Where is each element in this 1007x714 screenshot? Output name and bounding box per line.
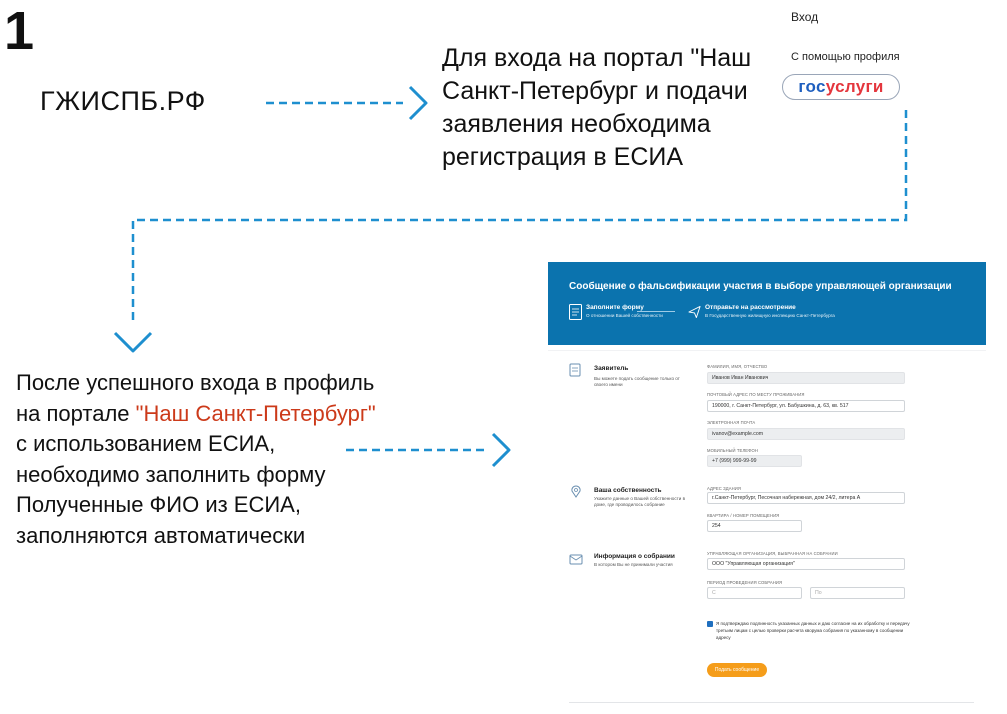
step2-sub: В Государственную жилищную инспекцию Санкт-Петербурга xyxy=(705,313,835,318)
gosuslugi-logo-part2: услуги xyxy=(825,77,884,96)
arrow-head-3 xyxy=(493,434,509,466)
site-name: ГЖИСПБ.РФ xyxy=(40,86,206,116)
info-line: Для входа на портал "Наш xyxy=(442,44,752,72)
property-desc: Укажите данные о Вашей собственности в доме, где проводилось собрание xyxy=(594,496,686,507)
apartment-label: КВАРТИРА / НОМЕР ПОМЕЩЕНИЯ xyxy=(707,513,780,518)
period-label: ПЕРИОД ПРОВЕДЕНИЯ СОБРАНИЯ xyxy=(707,580,783,585)
after-login-instructions xyxy=(16,368,376,551)
property-title: Ваша собственность xyxy=(594,487,662,494)
applicant-desc: Вы можете подать сообщение только от своего имени xyxy=(594,376,680,387)
applicant-title: Заявитель xyxy=(594,365,629,372)
address-field[interactable]: 190000, г. Санкт-Петербург, ул. Бабушкина, д. 63, кв. 517 xyxy=(707,400,905,412)
org-label: УПРАВЛЯЮЩАЯ ОРГАНИЗАЦИЯ, ВЫБРАННАЯ НА СОБРАНИИ xyxy=(707,551,838,556)
step-number: 1 xyxy=(4,1,35,61)
form-title: Сообщение о фальсификации участия в выборе управляющей организации xyxy=(569,281,952,292)
after-line: с использованием ЕСИА, xyxy=(16,431,276,456)
phone-label: МОБИЛЬНЫЙ ТЕЛЕФОН xyxy=(707,448,758,453)
info-line: регистрация в ЕСИА xyxy=(442,143,684,171)
profile-label: С помощью профиля xyxy=(791,51,900,63)
form-header xyxy=(548,262,986,345)
after-line xyxy=(16,399,376,430)
fio-field[interactable]: Иванов Иван Иванович xyxy=(707,372,905,384)
step1-name: Заполните форму xyxy=(586,304,644,311)
form-divider xyxy=(548,350,986,351)
email-label: ЭЛЕКТРОННАЯ ПОЧТА xyxy=(707,420,756,425)
registration-info xyxy=(442,42,751,174)
address-label: ПОЧТОВЫЙ АДРЕС ПО МЕСТУ ПРОЖИВАНИЯ xyxy=(707,392,805,397)
applicant-icon xyxy=(569,363,583,377)
period-to-field[interactable]: По xyxy=(810,587,905,599)
report-form xyxy=(548,262,986,706)
submit-button[interactable]: Подать сообщение xyxy=(707,663,767,677)
period-from-field[interactable]: С xyxy=(707,587,802,599)
phone-field[interactable]: +7 (999) 999-99-99 xyxy=(707,455,802,467)
after-line-prefix: на портале xyxy=(16,400,136,426)
apartment-field[interactable]: 254 xyxy=(707,520,802,532)
consent-checkbox[interactable] xyxy=(707,621,713,627)
info-line: заявления необходима xyxy=(442,110,711,138)
after-line: После успешного входа в профиль xyxy=(16,370,375,395)
arrow-head-1 xyxy=(410,87,426,119)
building-label: АДРЕС ЗДАНИЯ xyxy=(707,486,741,491)
document-icon xyxy=(569,304,582,320)
login-link[interactable]: Вход xyxy=(791,10,819,24)
meeting-desc: В котором Вы не принимали участия xyxy=(594,562,673,567)
meeting-title: Информация о собрании xyxy=(594,553,675,560)
step2-name: Отправьте на рассмотрение xyxy=(705,304,796,311)
building-field[interactable]: г.Санкт-Петербург, Песочная набережная, дом 24/2, литера А xyxy=(707,492,905,504)
after-line: заполняются автоматически xyxy=(16,522,306,548)
send-icon xyxy=(688,304,701,320)
gosuslugi-login-button[interactable] xyxy=(782,74,900,100)
fio-label: ФАМИЛИЯ, ИМЯ, ОТЧЕСТВО xyxy=(707,364,768,369)
portal-name-highlight: "Наш Санкт-Петербург" xyxy=(135,400,376,426)
info-line: Санкт-Петербург и подачи xyxy=(442,77,748,105)
arrow-head-2 xyxy=(115,333,151,351)
form-bottom-divider xyxy=(569,702,974,703)
after-line: необходимо заполнить форму xyxy=(16,461,326,487)
email-field[interactable]: ivanov@example.com xyxy=(707,428,905,440)
gosuslugi-logo-part1: гос xyxy=(798,77,826,96)
location-icon xyxy=(569,485,583,499)
step-connector xyxy=(637,311,675,312)
meeting-icon xyxy=(569,552,583,566)
org-field[interactable]: ООО "Управляющая организация" xyxy=(707,558,905,570)
after-line: Полученные ФИО из ЕСИА, xyxy=(16,492,301,517)
step1-sub: О отношении Вашей собственности xyxy=(586,313,663,318)
consent-text: Я подтверждаю подлинность указанных данных и даю согласие на их обработку и передачу третьим лицам с целью проверки расчета кворума собрания по указанному в сообщении адресу xyxy=(716,621,910,640)
